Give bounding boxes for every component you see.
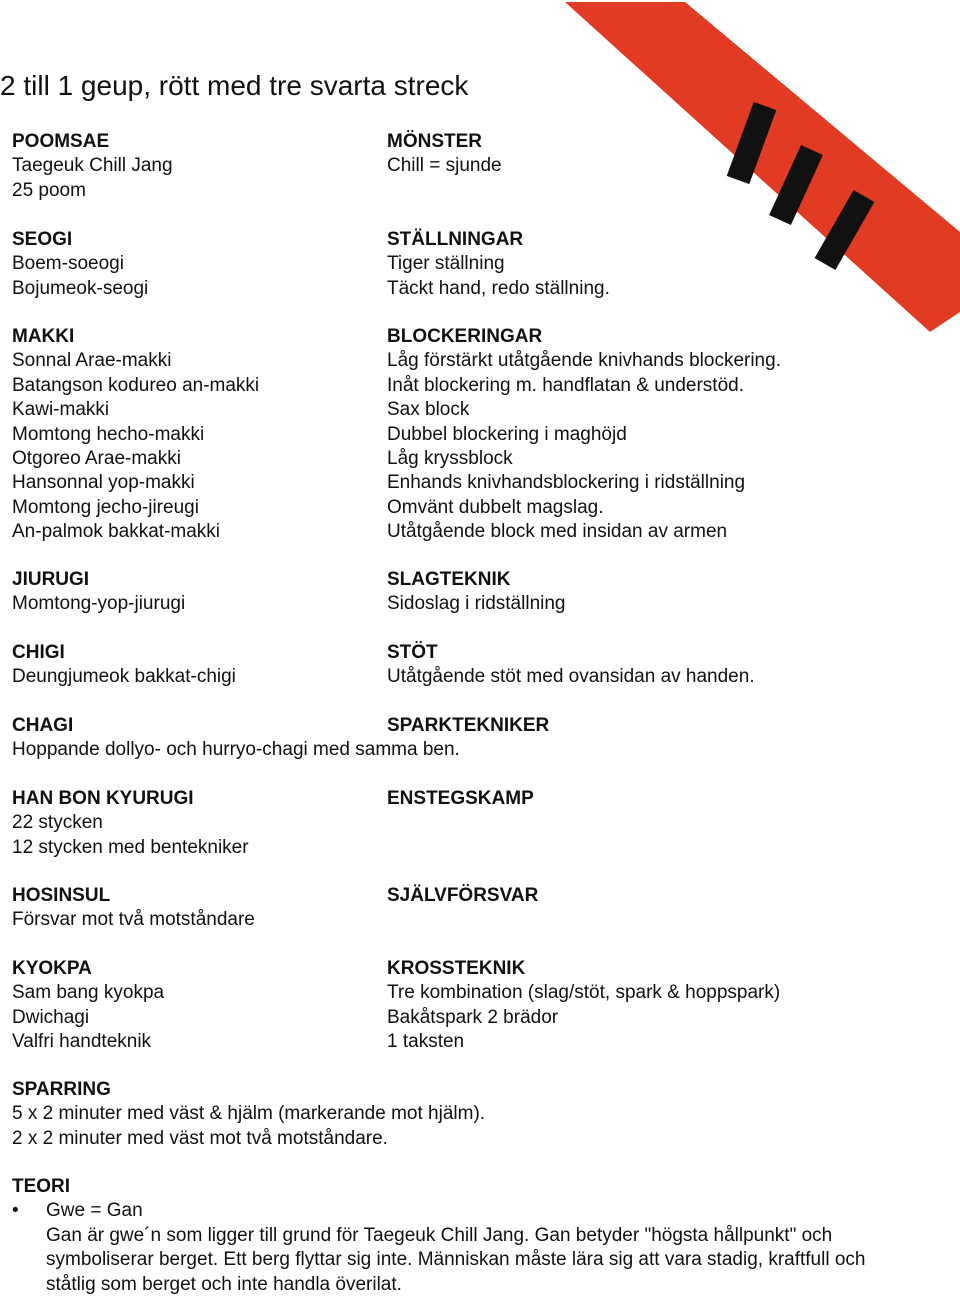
- makki-line: Momtong hecho-makki: [12, 423, 205, 445]
- blockeringar-line: Dubbel blockering i maghöjd: [387, 423, 627, 445]
- blockeringar-line: Låg kryssblock: [387, 448, 513, 470]
- han-bon-kyurugi-line: 22 stycken: [12, 812, 103, 834]
- monster-heading: MÖNSTER: [387, 131, 482, 152]
- teori-item-text: Gan är gwe´n som ligger till grund för Taegeuk Chill Jang. Gan betyder "högsta hållpunkt" och symboliserar berget. Ett berg flyttar sig inte. Människan måste lära sig att vara stadig, kraftfull och ståtlig som berget och inte handla överilat.: [46, 1224, 866, 1295]
- sparring-line: 5 x 2 minuter med väst & hjälm (markerande mot hjälm).: [12, 1103, 486, 1125]
- jiurugi-heading: JIURUGI: [12, 569, 90, 590]
- han-bon-kyurugi-section: [12, 787, 249, 860]
- jiurugi-section: [12, 568, 185, 617]
- kyokpa-line: Dwichagi: [12, 1006, 90, 1028]
- monster-section: [387, 130, 502, 179]
- makki-line: Batangson kodureo an-makki: [12, 374, 260, 396]
- slagteknik-section: [387, 568, 566, 617]
- kyokpa-section: [12, 957, 164, 1055]
- makki-line: Hansonnal yop-makki: [12, 472, 195, 494]
- makki-heading: MAKKI: [12, 326, 75, 347]
- jiurugi-line: Momtong-yop-jiurugi: [12, 593, 186, 615]
- hosinsul-line: Försvar mot två motståndare: [12, 909, 255, 931]
- krossteknik-section: [387, 957, 780, 1055]
- blockeringar-line: Sax block: [387, 399, 470, 421]
- seogi-line: Boem-soeogi: [12, 253, 124, 275]
- stallningar-line: Tiger ställning: [387, 253, 505, 275]
- slagteknik-line: Sidoslag i ridställning: [387, 593, 566, 615]
- makki-line: Kawi-makki: [12, 399, 110, 421]
- chigi-section: [12, 641, 236, 690]
- makki-line: An-palmok bakkat-makki: [12, 521, 221, 543]
- bullet-icon: •: [12, 1200, 19, 1222]
- stallningar-section: [387, 228, 610, 301]
- sjalvforsvar-heading: SJÄLVFÖRSVAR: [387, 885, 539, 906]
- blockeringar-line: Utåtgående block med insidan av armen: [387, 521, 728, 543]
- stot-line: Utåtgående stöt med ovansidan av handen.: [387, 666, 755, 688]
- blockeringar-line: Inåt blockering m. handflatan & understöd.: [387, 374, 745, 396]
- poomsae-heading: POOMSAE: [12, 131, 110, 152]
- blockeringar-line: Omvänt dubbelt magslag.: [387, 496, 604, 518]
- sparktekniker-heading: SPARKTEKNIKER: [387, 715, 550, 736]
- blockeringar-line: Enhands knivhandsblockering i ridställning: [387, 472, 746, 494]
- seogi-line: Bojumeok-seogi: [12, 277, 149, 299]
- teori-item-label: Gwe = Gan: [46, 1200, 143, 1222]
- page-title: 2 till 1 geup, rött med tre svarta streck: [0, 70, 469, 101]
- teori-heading: TEORI: [12, 1176, 71, 1197]
- enstegskamp-section: [387, 787, 534, 811]
- blockeringar-line: Låg förstärkt utåtgående knivhands blockering.: [387, 350, 781, 372]
- krossteknik-heading: KROSSTEKNIK: [387, 958, 526, 979]
- blockeringar-heading: BLOCKERINGAR: [387, 326, 543, 347]
- poomsae-line: Taegeuk Chill Jang: [12, 155, 173, 177]
- han-bon-kyurugi-heading: HAN BON KYURUGI: [12, 788, 194, 809]
- belt-red-band: [565, 2, 960, 332]
- kyokpa-line: Valfri handteknik: [12, 1031, 152, 1053]
- chagi-heading: CHAGI: [12, 715, 74, 736]
- slagteknik-heading: SLAGTEKNIK: [387, 569, 511, 590]
- sparring-line: 2 x 2 minuter med väst mot två motståndare.: [12, 1127, 388, 1149]
- hosinsul-section: [12, 884, 255, 933]
- makki-line: Sonnal Arae-makki: [12, 350, 172, 372]
- han-bon-kyurugi-line: 12 stycken med bentekniker: [12, 836, 249, 858]
- krossteknik-line: 1 taksten: [387, 1031, 465, 1053]
- makki-line: Momtong jecho-jireugi: [12, 496, 199, 518]
- seogi-heading: SEOGI: [12, 229, 73, 250]
- stot-heading: STÖT: [387, 642, 438, 663]
- poomsae-line: 25 poom: [12, 179, 86, 201]
- krossteknik-line: Bakåtspark 2 brädor: [387, 1006, 559, 1028]
- monster-line: Chill = sjunde: [387, 155, 502, 177]
- teori-item: [12, 1199, 892, 1297]
- blockeringar-section: [387, 325, 781, 545]
- stallningar-heading: STÄLLNINGAR: [387, 229, 524, 250]
- teori-section: [12, 1175, 892, 1297]
- sparring-section: [12, 1078, 892, 1151]
- poomsae-section: [12, 130, 173, 203]
- krossteknik-line: Tre kombination (slag/stöt, spark & hoppspark): [387, 982, 781, 1004]
- sjalvforsvar-section: [387, 884, 538, 908]
- kyokpa-heading: KYOKPA: [12, 958, 92, 979]
- makki-section: [12, 325, 259, 545]
- hosinsul-heading: HOSINSUL: [12, 885, 111, 906]
- chagi-line: Hoppande dollyo- och hurryo-chagi med samma ben.: [12, 739, 460, 761]
- stot-section: [387, 641, 755, 690]
- chigi-line: Deungjumeok bakkat-chigi: [12, 666, 236, 688]
- enstegskamp-heading: ENSTEGSKAMP: [387, 788, 534, 809]
- chigi-heading: CHIGI: [12, 642, 65, 663]
- makki-line: Otgoreo Arae-makki: [12, 448, 181, 470]
- kyokpa-line: Sam bang kyokpa: [12, 982, 165, 1004]
- sparring-heading: SPARRING: [12, 1079, 111, 1100]
- sparktekniker-section: [387, 714, 549, 738]
- stallningar-line: Täckt hand, redo ställning.: [387, 277, 610, 299]
- seogi-section: [12, 228, 148, 301]
